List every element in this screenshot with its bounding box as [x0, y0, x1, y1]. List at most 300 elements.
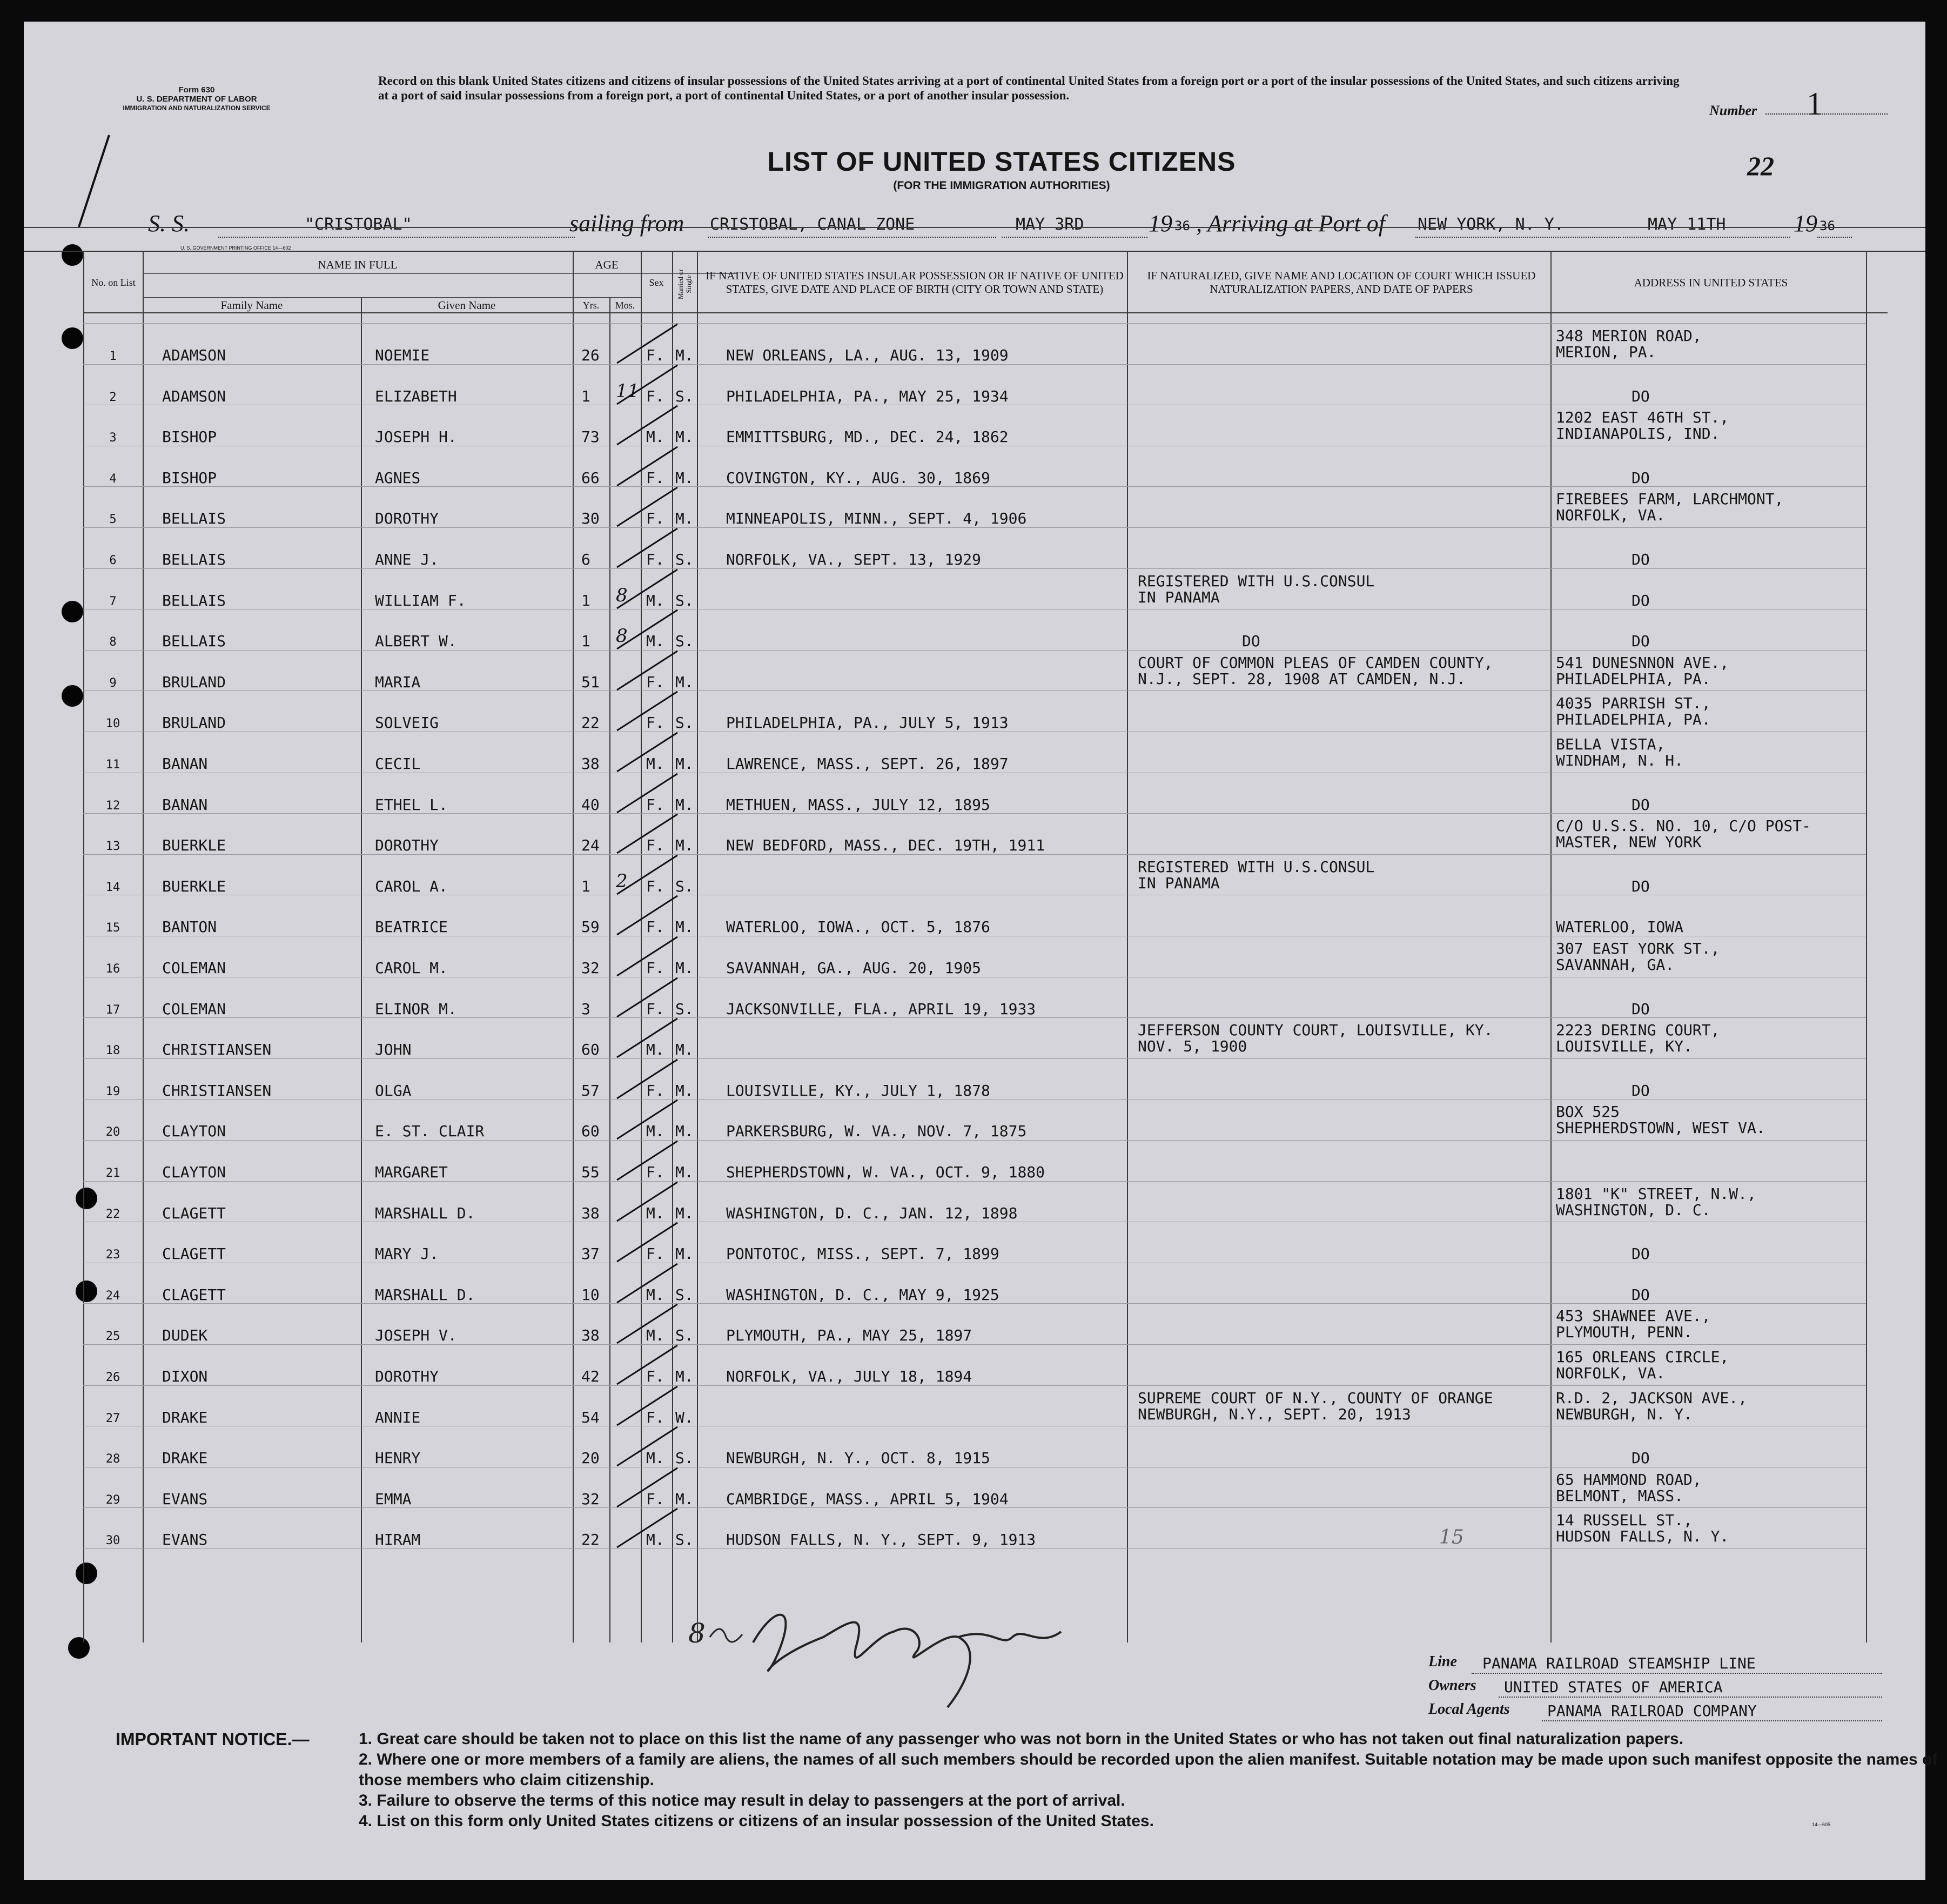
family-name: BELLAIS: [162, 509, 226, 528]
age-years: 55: [581, 1163, 600, 1181]
naturalization-line-2: NOV. 5, 1900: [1138, 1037, 1247, 1056]
age-years: 26: [581, 346, 600, 364]
given-name: MARGARET: [375, 1163, 448, 1181]
given-name: ELIZABETH: [375, 387, 457, 405]
birth-place-date: CAMBRIDGE, MASS., APRIL 5, 1904: [726, 1490, 1009, 1508]
departure-year-prefix: 19: [1149, 210, 1172, 237]
naturalization-line-1: DO: [1242, 632, 1260, 651]
family-name: EVANS: [162, 1531, 208, 1549]
given-name: E. ST. CLAIR: [375, 1122, 485, 1141]
birth-place-date: JACKSONVILLE, FLA., APRIL 19, 1933: [726, 1000, 1036, 1018]
sex: F.: [646, 918, 664, 936]
naturalization-line-2: IN PANAMA: [1138, 588, 1220, 606]
row-number: 23: [105, 1248, 120, 1262]
address-line-2: LOUISVILLE, KY.: [1556, 1037, 1693, 1056]
form-number: Form 630: [178, 85, 215, 95]
birth-place-date: COVINGTON, KY., AUG. 30, 1869: [726, 468, 990, 487]
address-line-2: PHILADELPHIA, PA.: [1556, 710, 1711, 729]
family-name: CLAYTON: [162, 1163, 226, 1181]
line-value: PANAMA RAILROAD STEAMSHIP LINE: [1482, 1654, 1756, 1672]
marital-status: M.: [675, 755, 694, 773]
family-name: BANAN: [162, 795, 208, 814]
row-number: 7: [109, 594, 117, 608]
age-years: 1: [581, 632, 590, 651]
family-name: BRULAND: [162, 714, 226, 732]
family-name: DIXON: [162, 1367, 208, 1385]
age-years: 1: [581, 387, 590, 405]
given-name: MARSHALL D.: [375, 1285, 475, 1304]
row-number: 13: [105, 840, 120, 854]
family-name: BUERKLE: [162, 836, 226, 855]
address-line-2: PHILADELPHIA, PA.: [1556, 669, 1711, 688]
marital-status: S.: [675, 877, 694, 895]
check-stroke: [613, 1504, 688, 1553]
family-name: CHRISTIANSEN: [162, 1081, 272, 1100]
passenger-table: [24, 22, 1925, 1642]
row-number: 30: [105, 1534, 120, 1548]
address-line-1: 348 MERION ROAD,: [1556, 327, 1702, 345]
address-line-2: NORFOLK, VA.: [1556, 506, 1666, 525]
birth-place-date: NORFOLK, VA., JULY 18, 1894: [726, 1367, 972, 1385]
row-number: 17: [105, 1003, 120, 1017]
address-line-2: PLYMOUTH, PENN.: [1556, 1323, 1693, 1342]
marital-status: M.: [675, 959, 694, 977]
given-name: NOEMIE: [375, 346, 430, 364]
sex: M.: [646, 1204, 664, 1222]
age-years: 30: [581, 509, 600, 528]
row-number: 4: [109, 472, 117, 486]
row-number: 19: [105, 1084, 120, 1098]
header-name-in-full: NAME IN FULL: [318, 258, 398, 271]
address-line-1: DO: [1632, 1000, 1650, 1018]
row-number: 27: [105, 1411, 120, 1425]
marital-status: S.: [675, 714, 694, 732]
address-line-1: 4035 PARRISH ST.,: [1556, 694, 1711, 713]
marital-status: M.: [675, 1204, 694, 1222]
marital-status: M.: [675, 1245, 694, 1263]
header-sex: Sex: [649, 277, 664, 288]
naturalization-line-1: REGISTERED WITH U.S.CONSUL: [1138, 572, 1375, 590]
birth-place-date: NEWBURGH, N. Y., OCT. 8, 1915: [726, 1449, 990, 1467]
sex: M.: [646, 591, 664, 609]
address-line-1: 2223 DERING COURT,: [1556, 1021, 1720, 1040]
age-years: 57: [581, 1081, 600, 1100]
age-years: 60: [581, 1122, 600, 1141]
given-name: ANNE J.: [375, 551, 439, 568]
marital-status: S.: [675, 551, 694, 568]
sex: M.: [646, 1326, 664, 1345]
age-months: 8: [616, 584, 628, 606]
family-name: BUERKLE: [162, 877, 226, 895]
header-given-name: Given Name: [438, 298, 496, 312]
sailing-label: sailing from: [569, 210, 684, 237]
printing-office-note: U. S. GOVERNMENT PRINTING OFFICE 14—602: [180, 245, 291, 251]
address-line-1: FIREBEES FARM, LARCHMONT,: [1556, 490, 1784, 508]
marital-status: M.: [675, 428, 694, 446]
family-name: BRULAND: [162, 673, 226, 691]
birth-place-date: HUDSON FALLS, N. Y., SEPT. 9, 1913: [726, 1531, 1036, 1549]
birth-place-date: LOUISVILLE, KY., JULY 1, 1878: [726, 1081, 990, 1100]
address-line-1: BELLA VISTA,: [1556, 735, 1666, 753]
family-name: BELLAIS: [162, 551, 226, 568]
given-name: DOROTHY: [375, 509, 439, 528]
given-name: MARY J.: [375, 1245, 439, 1263]
age-years: 20: [581, 1449, 600, 1467]
header-birth: IF NATIVE OF UNITED STATES INSULAR POSSESSION OR IF NATIVE OF UNITED STATES, GIVE DATE AND PLACE OF BIRTH (CITY OR TOWN AND STATE): [706, 269, 1124, 296]
naturalization-line-1: SUPREME COURT OF N.Y., COUNTY OF ORANGE: [1138, 1389, 1493, 1407]
arrival-year: 36: [1820, 218, 1835, 233]
birth-place-date: NORFOLK, VA., SEPT. 13, 1929: [726, 551, 982, 568]
sex: F.: [646, 1408, 664, 1426]
departure-date: MAY 3RD: [1016, 215, 1084, 234]
address-line-1: 1202 EAST 46TH ST.,: [1556, 408, 1729, 427]
given-name: HIRAM: [375, 1531, 421, 1549]
owners-label: Owners: [1428, 1677, 1476, 1694]
row-number: 12: [105, 799, 120, 813]
header-yrs: Yrs.: [582, 299, 600, 311]
address-line-1: DO: [1632, 591, 1650, 609]
address-line-1: 541 DUNESNNON AVE.,: [1556, 653, 1729, 672]
address-line-1: DO: [1632, 1245, 1650, 1263]
birth-place-date: WASHINGTON, D. C., JAN. 12, 1898: [726, 1204, 1018, 1222]
agents-label: Local Agents: [1428, 1701, 1510, 1718]
sex: F.: [646, 673, 664, 691]
address-line-2: INDIANAPOLIS, IND.: [1556, 425, 1720, 443]
sex: F.: [646, 1245, 664, 1263]
birth-place-date: WATERLOO, IOWA., OCT. 5, 1876: [726, 918, 990, 936]
birth-place-date: PARKERSBURG, W. VA., NOV. 7, 1875: [726, 1122, 1027, 1141]
naturalization-line-1: JEFFERSON COUNTY COURT, LOUISVILLE, KY.: [1138, 1021, 1493, 1040]
preamble-text: Record on this blank United States citizens and citizens of insular possessions of the United States arriving at a port of continental United States from a foreign port or a port of the insular possessions of the United States, and such citizens arriving at a port of said insular possessions from a foreign port, a port of continental United States, or a port of another insular possession.: [378, 74, 1680, 102]
birth-place-date: NEW BEDFORD, MASS., DEC. 19TH, 1911: [726, 836, 1045, 855]
age-months: 8: [616, 625, 628, 647]
given-name: BEATRICE: [375, 918, 448, 936]
sex: F.: [646, 1000, 664, 1018]
notice-label: IMPORTANT NOTICE.—: [116, 1729, 310, 1749]
age-years: 54: [581, 1408, 600, 1426]
birth-place-date: LAWRENCE, MASS., SEPT. 26, 1897: [726, 755, 1009, 773]
given-name: DOROTHY: [375, 1367, 439, 1385]
family-name: BELLAIS: [162, 632, 226, 651]
marital-status: S.: [675, 387, 694, 405]
address-line-1: DO: [1632, 877, 1650, 895]
birth-place-date: PHILADELPHIA, PA., MAY 25, 1934: [726, 387, 1009, 405]
age-years: 42: [581, 1367, 600, 1385]
birth-place-date: SHEPHERDSTOWN, W. VA., OCT. 9, 1880: [726, 1163, 1045, 1181]
given-name: ELINOR M.: [375, 1000, 457, 1018]
sex: F.: [646, 551, 664, 568]
row-number: 6: [109, 554, 117, 567]
header-age: AGE: [595, 258, 619, 271]
sex: M.: [646, 428, 664, 446]
age-months: 2: [616, 870, 628, 892]
row-number: 3: [109, 431, 117, 445]
arriving-label: , Arriving at Port of: [1196, 210, 1385, 237]
row-rule: [83, 690, 1866, 691]
address-line-2: BELMONT, MASS.: [1556, 1486, 1684, 1505]
header-address: ADDRESS IN UNITED STATES: [1634, 276, 1788, 289]
age-years: 73: [581, 428, 600, 446]
address-line-1: DO: [1632, 1449, 1650, 1467]
sex: F.: [646, 509, 664, 528]
sex: F.: [646, 1163, 664, 1181]
given-name: SOLVEIG: [375, 714, 439, 732]
marital-status: M.: [675, 795, 694, 814]
row-number: 14: [105, 880, 120, 894]
family-name: CLAGETT: [162, 1204, 226, 1222]
birth-place-date: PHILADELPHIA, PA., JULY 5, 1913: [726, 714, 1009, 732]
naturalization-line-2: IN PANAMA: [1138, 874, 1220, 892]
given-name: ANNIE: [375, 1408, 421, 1426]
age-years: 10: [581, 1285, 600, 1304]
given-name: MARIA: [375, 673, 421, 691]
arrival-year-prefix: 19: [1794, 210, 1817, 237]
address-line-2: NEWBURGH, N. Y.: [1556, 1405, 1693, 1423]
age-years: 1: [581, 591, 590, 609]
signature-scribble: [688, 1599, 1120, 1718]
service: IMMIGRATION AND NATURALIZATION SERVICE: [123, 104, 271, 112]
address-line-1: DO: [1632, 1285, 1650, 1304]
row-number: 11: [105, 758, 120, 772]
row-number: 9: [109, 676, 117, 690]
family-name: DRAKE: [162, 1408, 208, 1426]
address-line-2: MASTER, NEW YORK: [1556, 833, 1702, 852]
sex: M.: [646, 1041, 664, 1059]
row-number: 28: [105, 1452, 120, 1466]
row-number: 8: [109, 635, 117, 649]
annotation-number: 15: [1439, 1526, 1464, 1548]
age-years: 51: [581, 673, 600, 691]
marital-status: S.: [675, 632, 694, 651]
address-line-1: DO: [1632, 1081, 1650, 1100]
address-line-2: WINDHAM, N. H.: [1556, 752, 1684, 769]
form-print-code: 14—605: [1812, 1822, 1831, 1827]
sex: F.: [646, 1490, 664, 1508]
row-rule: [83, 650, 1866, 651]
family-name: BANAN: [162, 755, 208, 773]
department: U. S. DEPARTMENT OF LABOR: [136, 95, 257, 104]
address-line-2: SAVANNAH, GA.: [1556, 956, 1675, 974]
row-number: 16: [105, 962, 120, 976]
arrival-port: NEW YORK, N. Y.: [1418, 215, 1564, 234]
given-name: AGNES: [375, 468, 421, 487]
sex: M.: [646, 1122, 664, 1141]
notice-item: 3. Failure to observe the terms of this notice may result in delay to passengers at the port of arrival.: [359, 1792, 1125, 1809]
page-title: LIST OF UNITED STATES CITIZENS: [767, 146, 1236, 177]
number-label: Number: [1709, 103, 1757, 118]
address-line-1: 165 ORLEANS CIRCLE,: [1556, 1348, 1729, 1366]
address-line-1: 1801 "K" STREET, N.W.,: [1556, 1184, 1756, 1203]
birth-place-date: PLYMOUTH, PA., MAY 25, 1897: [726, 1326, 972, 1345]
given-name: ETHEL L.: [375, 795, 448, 814]
notice-item: 1. Great care should be taken not to place on this list the name of any passenger who was not born in the United States or who has not taken out final naturalization papers.: [359, 1730, 1684, 1748]
age-years: 1: [581, 877, 590, 895]
given-name: CAROL M.: [375, 959, 448, 977]
page-subtitle: (FOR THE IMMIGRATION AUTHORITIES): [893, 179, 1110, 192]
birth-place-date: MINNEAPOLIS, MINN., SEPT. 4, 1906: [726, 509, 1027, 528]
birth-place-date: SAVANNAH, GA., AUG. 20, 1905: [726, 959, 982, 977]
marital-status: S.: [675, 591, 694, 609]
row-number: 15: [105, 921, 120, 935]
departure-port: CRISTOBAL, CANAL ZONE: [710, 215, 915, 234]
naturalization-line-2: N.J., SEPT. 28, 1908 AT CAMDEN, N.J.: [1138, 669, 1466, 688]
age-years: 38: [581, 755, 600, 773]
header-married-or-single: Married or Single: [676, 269, 693, 299]
row-number: 2: [109, 390, 117, 404]
address-line-2: SHEPHERDSTOWN, WEST VA.: [1556, 1119, 1765, 1137]
marital-status: S.: [675, 1285, 694, 1304]
header-mos: Mos.: [615, 299, 635, 311]
address-line-1: DO: [1632, 795, 1650, 814]
family-name: CHRISTIANSEN: [162, 1041, 272, 1059]
header-no: No. on List: [91, 277, 136, 288]
given-name: DOROTHY: [375, 836, 439, 855]
birth-place-date: PONTOTOC, MISS., SEPT. 7, 1899: [726, 1245, 999, 1263]
age-years: 37: [581, 1245, 600, 1263]
family-name: BISHOP: [162, 428, 217, 446]
birth-place-date: WASHINGTON, D. C., MAY 9, 1925: [726, 1285, 999, 1304]
marital-status: S.: [675, 1326, 694, 1345]
birth-place-date: EMMITTSBURG, MD., DEC. 24, 1862: [726, 428, 1009, 446]
marital-status: M.: [675, 673, 694, 691]
family-name: CLAGETT: [162, 1245, 226, 1263]
family-name: COLEMAN: [162, 1000, 226, 1018]
given-name: JOSEPH H.: [375, 428, 457, 446]
line-label: Line: [1428, 1653, 1457, 1670]
age-years: 59: [581, 918, 600, 936]
family-name: CLAYTON: [162, 1122, 226, 1141]
sex: F.: [646, 387, 664, 405]
age-years: 32: [581, 959, 600, 977]
family-name: ADAMSON: [162, 387, 226, 405]
marital-status: S.: [675, 1531, 694, 1549]
marital-status: M.: [675, 509, 694, 528]
marital-status: S.: [675, 1000, 694, 1018]
address-line-1: DO: [1632, 387, 1650, 405]
manifest-sheet: [24, 22, 1938, 1880]
age-years: 66: [581, 468, 600, 487]
sex: F.: [646, 468, 664, 487]
family-name: DUDEK: [162, 1326, 208, 1345]
address-line-2: HUDSON FALLS, N. Y.: [1556, 1527, 1729, 1546]
naturalization-line-1: REGISTERED WITH U.S.CONSUL: [1138, 857, 1375, 876]
given-name: ALBERT W.: [375, 632, 457, 651]
sex: M.: [646, 632, 664, 651]
family-name: BANTON: [162, 918, 217, 936]
address-line-2: NORFOLK, VA.: [1556, 1364, 1666, 1382]
age-years: 38: [581, 1204, 600, 1222]
age-years: 22: [581, 714, 600, 732]
sex: M.: [646, 1449, 664, 1467]
sex: M.: [646, 1531, 664, 1549]
given-name: WILLIAM F.: [375, 591, 466, 609]
age-years: 22: [581, 1531, 600, 1549]
family-name: EVANS: [162, 1490, 208, 1508]
age-years: 24: [581, 836, 600, 855]
owners-value: UNITED STATES OF AMERICA: [1504, 1678, 1723, 1696]
row-rule: [83, 1058, 1866, 1059]
sex: F.: [646, 1367, 664, 1385]
birth-place-date: NEW ORLEANS, LA., AUG. 13, 1909: [726, 346, 1009, 364]
departure-year: 36: [1174, 218, 1190, 233]
age-years: 3: [581, 1000, 590, 1018]
marital-status: W.: [675, 1408, 694, 1426]
marital-status: M.: [675, 1367, 694, 1385]
sex: F.: [646, 959, 664, 977]
given-name: JOHN: [375, 1041, 412, 1059]
address-line-1: DO: [1632, 551, 1650, 568]
row-rule: [83, 323, 1866, 324]
family-name: CLAGETT: [162, 1285, 226, 1304]
marital-status: M.: [675, 346, 694, 364]
age-months: 11: [616, 380, 640, 402]
address-line-1: 307 EAST YORK ST.,: [1556, 940, 1720, 957]
page-number: 22: [1747, 151, 1774, 181]
address-line-1: BOX 525: [1556, 1103, 1620, 1121]
address-line-1: 65 HAMMOND ROAD,: [1556, 1470, 1702, 1489]
row-number: 21: [105, 1166, 120, 1180]
address-line-2: MERION, PA.: [1556, 343, 1656, 361]
age-years: 60: [581, 1041, 600, 1059]
svg-text:8: 8: [688, 1618, 706, 1649]
notice-item: 2. Where one or more members of a family are aliens, the names of all such members should be recorded upon the alien manifest. Suitable notation may be made upon such manifest opposite the names of those members who claim citizenship.: [359, 1751, 1938, 1789]
row-number: 10: [105, 717, 120, 731]
marital-status: M.: [675, 1041, 694, 1059]
age-years: 6: [581, 551, 590, 568]
notice-item: 4. List on this form only United States citizens or citizens of an insular possession of the United States.: [359, 1812, 1154, 1830]
birth-place-date: METHUEN, MASS., JULY 12, 1895: [726, 795, 990, 814]
given-name: CAROL A.: [375, 877, 448, 895]
row-number: 1: [109, 350, 117, 363]
family-name: DRAKE: [162, 1449, 208, 1467]
arrival-date: MAY 11TH: [1648, 215, 1726, 234]
row-number: 22: [105, 1207, 120, 1221]
marital-status: M.: [675, 1081, 694, 1100]
family-name: ADAMSON: [162, 346, 226, 364]
given-name: MARSHALL D.: [375, 1204, 475, 1222]
given-name: OLGA: [375, 1081, 412, 1100]
marital-status: M.: [675, 918, 694, 936]
marital-status: M.: [675, 1122, 694, 1141]
row-number: 20: [105, 1125, 120, 1139]
sex: F.: [646, 795, 664, 814]
given-name: CECIL: [375, 755, 421, 773]
age-years: 38: [581, 1326, 600, 1345]
header-naturalized: IF NATURALIZED, GIVE NAME AND LOCATION OF COURT WHICH ISSUED NATURALIZATION PAPERS, AND DATE OF PAPERS: [1147, 269, 1536, 296]
naturalization-line-2: NEWBURGH, N.Y., SEPT. 20, 1913: [1138, 1405, 1411, 1423]
address-line-1: R.D. 2, JACKSON AVE.,: [1556, 1389, 1748, 1407]
row-rule: [83, 1344, 1866, 1345]
address-line-1: DO: [1632, 468, 1650, 487]
row-number: 26: [105, 1371, 120, 1384]
ship-name: "CRISTOBAL": [305, 215, 412, 234]
family-name: COLEMAN: [162, 959, 226, 977]
address-line-1: WATERLOO, IOWA: [1556, 918, 1684, 936]
marital-status: M.: [675, 1490, 694, 1508]
sex: F.: [646, 836, 664, 855]
age-years: 32: [581, 1490, 600, 1508]
row-number: 29: [105, 1493, 120, 1507]
family-name: BISHOP: [162, 468, 217, 487]
row-number: 5: [109, 513, 117, 527]
address-line-1: C/O U.S.S. NO. 10, C/O POST-: [1556, 817, 1811, 835]
row-number: 24: [105, 1289, 120, 1303]
address-line-1: DO: [1632, 632, 1650, 651]
address-line-1: 453 SHAWNEE AVE.,: [1556, 1307, 1711, 1325]
given-name: JOSEPH V.: [375, 1326, 457, 1345]
address-line-2: WASHINGTON, D. C.: [1556, 1201, 1711, 1219]
marital-status: M.: [675, 836, 694, 855]
